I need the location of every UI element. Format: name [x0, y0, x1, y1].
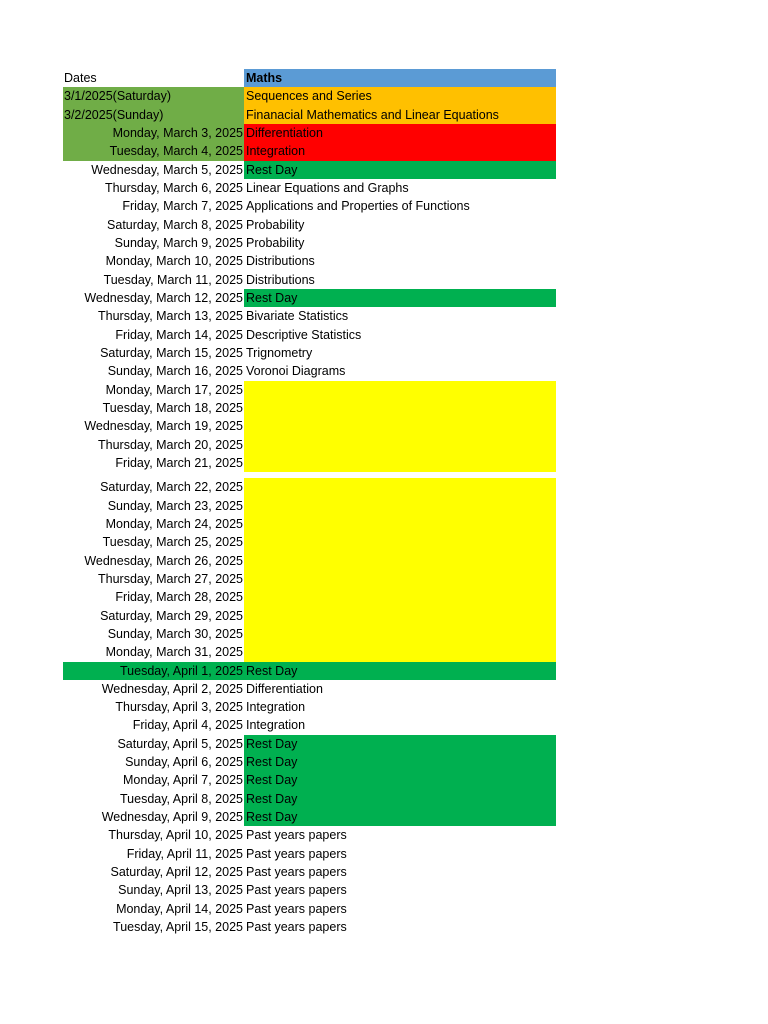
date-cell[interactable]: Thursday, March 13, 2025 — [98, 309, 243, 324]
topic-cell[interactable]: Probability — [246, 217, 305, 232]
date-cell[interactable]: Monday, March 24, 2025 — [105, 516, 243, 531]
table-row — [63, 417, 556, 435]
topic-cell[interactable] — [244, 643, 556, 661]
date-cell[interactable]: Monday, March 31, 2025 — [105, 645, 243, 660]
topic-cell[interactable]: Distributions — [246, 272, 315, 287]
header-dates-cell[interactable]: Dates — [64, 71, 97, 85]
topic-cell[interactable] — [244, 515, 556, 533]
date-cell[interactable]: Wednesday, April 2, 2025 — [101, 681, 243, 696]
topic-cell[interactable]: Rest Day — [244, 771, 556, 789]
date-cell[interactable]: Tuesday, March 18, 2025 — [102, 400, 243, 415]
date-cell[interactable]: Saturday, April 5, 2025 — [117, 736, 243, 751]
topic-cell[interactable] — [244, 417, 556, 435]
topic-cell[interactable]: Trignometry — [246, 345, 313, 360]
date-cell[interactable]: Friday, April 11, 2025 — [126, 846, 243, 861]
table-row — [63, 826, 556, 844]
table-row — [63, 161, 556, 179]
topic-cell[interactable]: Past years papers — [246, 828, 347, 843]
date-cell[interactable]: Sunday, April 13, 2025 — [118, 883, 243, 898]
table-row — [63, 344, 556, 362]
study-schedule-sheet — [63, 69, 556, 936]
topic-cell[interactable] — [244, 399, 556, 417]
topic-cell[interactable]: Differentiation — [244, 124, 556, 142]
date-cell[interactable]: Wednesday, March 5, 2025 — [91, 162, 243, 177]
date-cell[interactable]: Saturday, March 29, 2025 — [100, 608, 243, 623]
date-cell[interactable]: Saturday, March 22, 2025 — [100, 480, 243, 495]
topic-cell[interactable]: Rest Day — [244, 753, 556, 771]
topic-cell[interactable]: Integration — [246, 700, 306, 715]
table-row — [63, 900, 556, 918]
date-cell[interactable]: Friday, March 7, 2025 — [122, 199, 243, 214]
topic-cell[interactable]: Rest Day — [244, 735, 556, 753]
date-cell[interactable]: Monday, March 17, 2025 — [105, 382, 243, 397]
date-cell[interactable]: Tuesday, March 11, 2025 — [103, 272, 243, 287]
topic-cell[interactable]: Probability — [246, 235, 305, 250]
date-cell[interactable]: Friday, March 21, 2025 — [115, 455, 243, 470]
date-cell[interactable]: Sunday, April 6, 2025 — [125, 755, 243, 770]
table-row — [63, 735, 556, 753]
topic-cell[interactable]: Past years papers — [246, 920, 347, 935]
table-row — [63, 454, 556, 472]
date-cell[interactable]: Thursday, April 10, 2025 — [108, 828, 243, 843]
topic-cell[interactable]: Rest Day — [244, 161, 556, 179]
topic-cell[interactable]: Past years papers — [246, 865, 347, 880]
date-cell[interactable]: 3/2/2025(Sunday) — [63, 106, 244, 124]
table-row — [63, 753, 556, 771]
date-cell[interactable]: Tuesday, April 8, 2025 — [120, 791, 243, 806]
topic-cell[interactable] — [244, 478, 556, 496]
table-row — [63, 362, 556, 380]
header-row — [63, 69, 556, 87]
table-row — [63, 845, 556, 863]
date-cell[interactable]: Monday, March 10, 2025 — [105, 254, 243, 269]
topic-cell[interactable]: Rest Day — [244, 790, 556, 808]
table-row — [63, 436, 556, 454]
date-cell[interactable]: Friday, March 14, 2025 — [115, 327, 243, 342]
table-row — [63, 381, 556, 399]
topic-cell[interactable] — [244, 588, 556, 606]
table-row — [63, 570, 556, 588]
header-subject-cell[interactable]: Maths — [244, 69, 556, 87]
table-row — [63, 881, 556, 899]
date-cell[interactable]: Sunday, March 23, 2025 — [107, 498, 243, 513]
table-row — [63, 234, 556, 252]
date-cell[interactable]: Wednesday, March 26, 2025 — [84, 553, 243, 568]
table-row — [63, 106, 556, 124]
topic-cell[interactable]: Integration — [246, 718, 306, 733]
date-cell[interactable]: Sunday, March 30, 2025 — [107, 626, 243, 641]
date-cell[interactable]: Saturday, March 15, 2025 — [100, 345, 243, 360]
date-cell[interactable]: Saturday, April 12, 2025 — [110, 865, 243, 880]
date-cell[interactable]: Thursday, March 27, 2025 — [98, 571, 243, 586]
topic-cell[interactable] — [244, 570, 556, 588]
table-row — [63, 252, 556, 270]
table-row — [63, 588, 556, 606]
table-row — [63, 808, 556, 826]
date-cell[interactable]: Tuesday, March 25, 2025 — [102, 535, 243, 550]
topic-cell[interactable]: Past years papers — [246, 901, 347, 916]
topic-cell[interactable]: Descriptive Statistics — [246, 327, 362, 342]
table-row — [63, 478, 556, 496]
topic-cell[interactable] — [244, 625, 556, 643]
date-cell[interactable]: Sunday, March 16, 2025 — [107, 364, 243, 379]
topic-cell[interactable]: Integration — [244, 142, 556, 160]
date-cell[interactable]: Friday, April 4, 2025 — [132, 718, 243, 733]
date-cell[interactable]: Thursday, April 3, 2025 — [115, 700, 243, 715]
date-cell[interactable]: Tuesday, April 15, 2025 — [113, 920, 243, 935]
date-cell[interactable]: Thursday, March 6, 2025 — [104, 180, 243, 195]
table-row — [63, 515, 556, 533]
table-row — [63, 790, 556, 808]
date-cell[interactable]: 3/1/2025(Saturday) — [63, 87, 244, 105]
topic-cell[interactable]: Rest Day — [244, 289, 556, 307]
table-row — [63, 497, 556, 515]
topic-cell[interactable]: Rest Day — [244, 808, 556, 826]
topic-cell[interactable] — [244, 454, 556, 472]
table-row — [63, 179, 556, 197]
date-cell[interactable]: Wednesday, March 12, 2025 — [84, 290, 243, 305]
topic-cell[interactable]: Bivariate Statistics — [246, 309, 349, 324]
table-row — [63, 307, 556, 325]
schedule-rows — [63, 87, 556, 936]
topic-cell[interactable]: Linear Equations and Graphs — [246, 180, 409, 195]
topic-cell[interactable]: Past years papers — [246, 846, 347, 861]
table-row — [63, 124, 556, 142]
table-row — [63, 289, 556, 307]
table-row — [63, 607, 556, 625]
topic-cell[interactable]: Past years papers — [246, 883, 347, 898]
table-row — [63, 680, 556, 698]
table-row — [63, 197, 556, 215]
table-row — [63, 771, 556, 789]
table-row — [63, 625, 556, 643]
date-cell[interactable]: Friday, March 28, 2025 — [115, 590, 243, 605]
table-row — [63, 142, 556, 160]
topic-cell[interactable]: Finanacial Mathematics and Linear Equations — [244, 106, 556, 124]
table-row — [63, 698, 556, 716]
topic-cell[interactable]: Rest Day — [244, 662, 556, 680]
topic-cell[interactable] — [244, 552, 556, 570]
topic-cell[interactable]: Sequences and Series — [244, 87, 556, 105]
topic-cell[interactable]: Distributions — [246, 254, 315, 269]
table-row — [63, 326, 556, 344]
table-row — [63, 863, 556, 881]
topic-cell[interactable]: Differentiation — [246, 681, 323, 696]
table-row — [63, 399, 556, 417]
date-cell[interactable]: Sunday, March 9, 2025 — [114, 235, 243, 250]
table-row — [63, 87, 556, 105]
table-row — [63, 552, 556, 570]
table-row — [63, 918, 556, 936]
topic-cell[interactable] — [244, 436, 556, 454]
table-row — [63, 643, 556, 661]
topic-cell[interactable] — [244, 381, 556, 399]
table-row — [63, 271, 556, 289]
topic-cell[interactable]: Voronoi Diagrams — [246, 364, 346, 379]
date-cell[interactable]: Thursday, March 20, 2025 — [98, 437, 243, 452]
date-cell[interactable]: Monday, April 7, 2025 — [123, 773, 243, 788]
date-cell[interactable]: Tuesday, April 1, 2025 — [63, 662, 244, 680]
topic-cell[interactable] — [244, 607, 556, 625]
date-cell[interactable]: Monday, April 14, 2025 — [116, 901, 243, 916]
topic-cell[interactable] — [244, 533, 556, 551]
date-cell[interactable]: Wednesday, April 9, 2025 — [101, 810, 243, 825]
table-row — [63, 216, 556, 234]
date-cell[interactable]: Tuesday, March 4, 2025 — [63, 142, 244, 160]
table-row — [63, 662, 556, 680]
table-row — [63, 533, 556, 551]
date-cell[interactable]: Monday, March 3, 2025 — [63, 124, 244, 142]
topic-cell[interactable]: Applications and Properties of Functions — [246, 199, 470, 214]
table-row — [63, 716, 556, 734]
date-cell[interactable]: Saturday, March 8, 2025 — [107, 217, 243, 232]
date-cell[interactable]: Wednesday, March 19, 2025 — [84, 419, 243, 434]
topic-cell[interactable] — [244, 497, 556, 515]
